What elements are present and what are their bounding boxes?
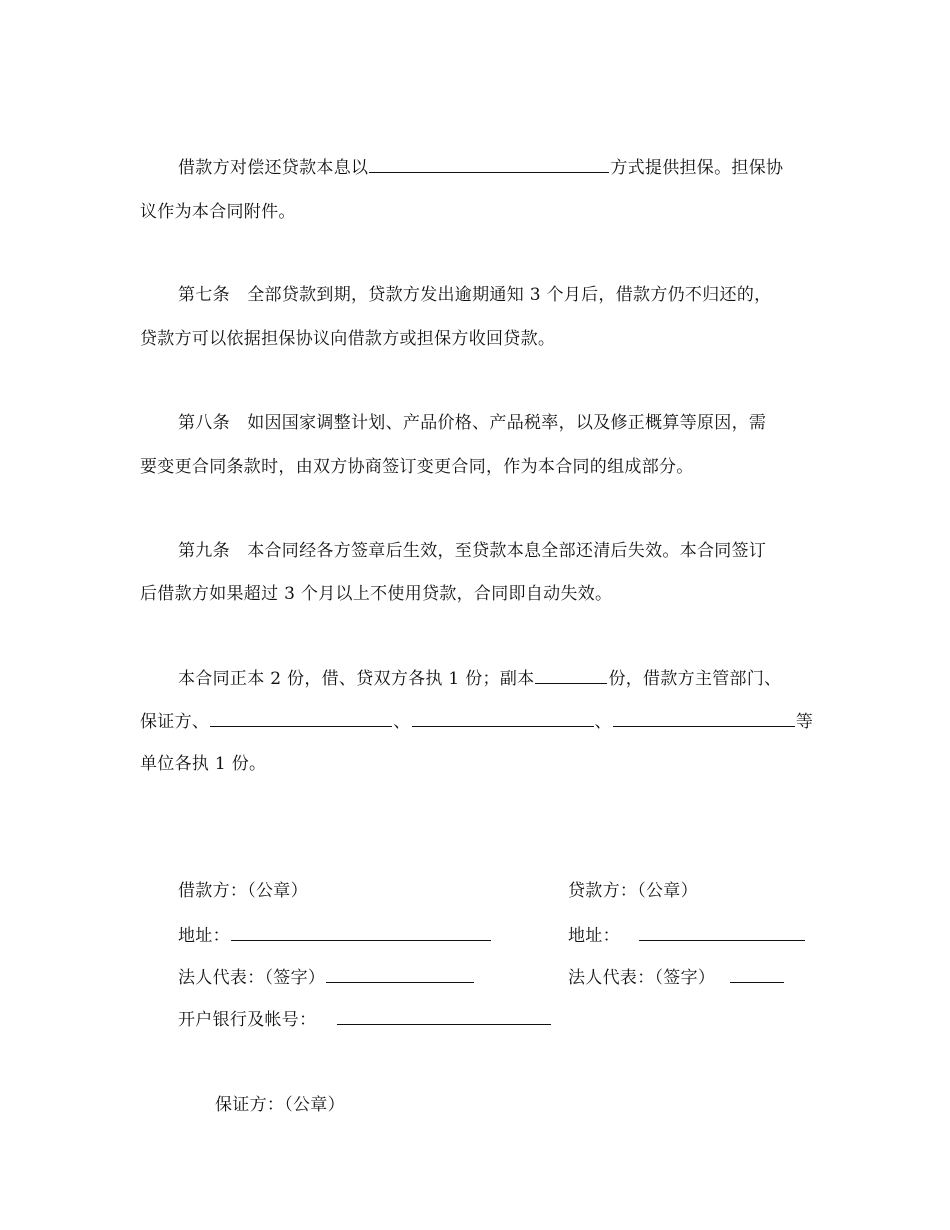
article-9-line-1 <box>178 540 766 562</box>
borrower-bank-account-field[interactable] <box>337 1008 551 1025</box>
borrower-rep-label: 法人代表：（签字） <box>178 968 326 988</box>
copy-holder-blank-3[interactable] <box>613 710 795 727</box>
guarantee-line-2 <box>140 201 296 223</box>
borrower-rep-line <box>178 966 475 989</box>
copy-holder-blank-2[interactable] <box>412 710 594 727</box>
lender-rep-signature-field[interactable] <box>730 966 784 983</box>
copies-text-pre: 本合同正本 2 份，借、贷双方各执 1 份；副本 <box>178 669 535 689</box>
lender-address-field[interactable] <box>639 924 805 941</box>
article-8-text-1: 第八条 如因国家调整计划、产品价格、产品税率，以及修正概算等原因，需 <box>178 413 767 433</box>
guarantee-line-1 <box>178 156 783 179</box>
guarantee-method-blank[interactable] <box>369 156 609 173</box>
guarantor-party-line <box>215 1094 345 1116</box>
copies-text-post: 份，借款方主管部门、 <box>608 669 782 689</box>
copies-guarantor-label: 保证方、 <box>140 712 210 732</box>
article-9-text-1: 第九条 本合同经各方签章后生效，至贷款本息全部还清后失效。本合同签订 <box>178 541 767 561</box>
copies-separator-1: 、 <box>393 712 411 732</box>
borrower-address-line <box>178 924 492 947</box>
lender-address-line <box>568 924 806 947</box>
borrower-bank-label: 开户银行及帐号： <box>178 1010 317 1030</box>
article-8-text-2: 要变更合同条款时，由双方协商签订变更合同，作为本合同的组成部分。 <box>140 457 694 477</box>
lender-address-label: 地址： <box>568 926 620 946</box>
copy-holder-blank-1[interactable] <box>210 710 392 727</box>
copies-text-line3: 单位各执 1 份。 <box>140 754 267 774</box>
guarantee-text-pre: 借款方对偿还贷款本息以 <box>178 158 369 178</box>
article-7-line-2 <box>140 328 555 350</box>
article-7-text-2: 贷款方可以依据担保协议向借款方或担保方收回贷款。 <box>140 329 556 349</box>
guarantee-text-post: 方式提供担保。担保协 <box>610 158 784 178</box>
article-9-line-2 <box>140 583 612 605</box>
borrower-rep-signature-field[interactable] <box>326 966 474 983</box>
lender-party-line <box>568 880 698 902</box>
copies-separator-2: 、 <box>594 712 612 732</box>
lender-rep-line <box>568 966 785 989</box>
borrower-address-label: 地址： <box>178 926 230 946</box>
copies-line-2 <box>140 710 813 733</box>
lender-rep-label: 法人代表：（签字） <box>568 968 716 988</box>
article-7-line-1 <box>178 284 771 306</box>
duplicate-count-blank[interactable] <box>535 667 607 684</box>
copies-line-1 <box>178 667 781 690</box>
copies-text-etc: 等 <box>795 712 814 732</box>
borrower-address-field[interactable] <box>231 924 491 941</box>
article-8-line-2 <box>140 456 694 478</box>
article-7-text-1: 第七条 全部贷款到期，贷款方发出逾期通知 3 个月后，借款方仍不归还的， <box>178 285 772 305</box>
guarantor-seal-label: 保证方：（公章） <box>215 1095 345 1115</box>
article-8-line-1 <box>178 412 766 434</box>
guarantee-text-line2: 议作为本合同附件。 <box>140 202 296 222</box>
copies-line-3 <box>140 753 266 775</box>
borrower-bank-line <box>178 1008 552 1031</box>
lender-seal-label: 贷款方：（公章） <box>568 881 698 901</box>
article-9-text-2: 后借款方如果超过 3 个月以上不使用贷款，合同即自动失效。 <box>140 584 613 604</box>
borrower-seal-label: 借款方：（公章） <box>178 881 308 901</box>
borrower-party-line <box>178 880 308 902</box>
